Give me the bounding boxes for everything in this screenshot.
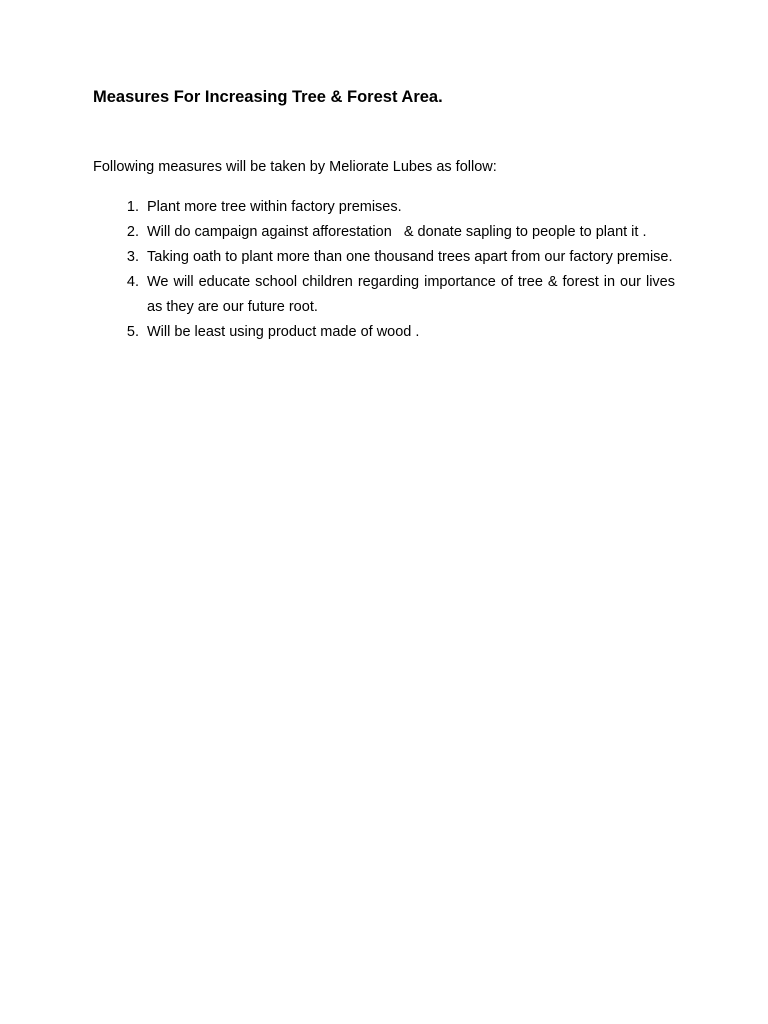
- intro-paragraph: Following measures will be taken by Meliorate Lubes as follow:: [93, 159, 497, 175]
- list-item: [107, 270, 680, 320]
- list-item-text: Will be least using product made of wood .: [147, 324, 420, 340]
- list-item-text: Will do campaign against afforestation & donate sapling to people to plant it .: [147, 224, 647, 240]
- list-item-number: 5.: [126, 324, 139, 340]
- list-item-number: 3.: [126, 249, 139, 265]
- list-item-number: 4.: [126, 274, 139, 290]
- list-item-number: 2.: [126, 224, 139, 240]
- list-item: [107, 195, 675, 220]
- list-item: [107, 320, 675, 345]
- list-item: [107, 220, 675, 245]
- list-item-text: We will educate school children regarding importance of tree & forest in our lives as they are our future root.: [147, 274, 680, 315]
- list-item-text: Taking oath to plant more than one thousand trees apart from our factory premise.: [147, 249, 673, 265]
- list-item-text: Plant more tree within factory premises.: [147, 199, 402, 215]
- measures-list: [107, 195, 680, 345]
- list-item-number: 1.: [126, 199, 139, 215]
- document-title: Measures For Increasing Tree & Forest Area.: [93, 88, 443, 106]
- list-item: [107, 245, 675, 270]
